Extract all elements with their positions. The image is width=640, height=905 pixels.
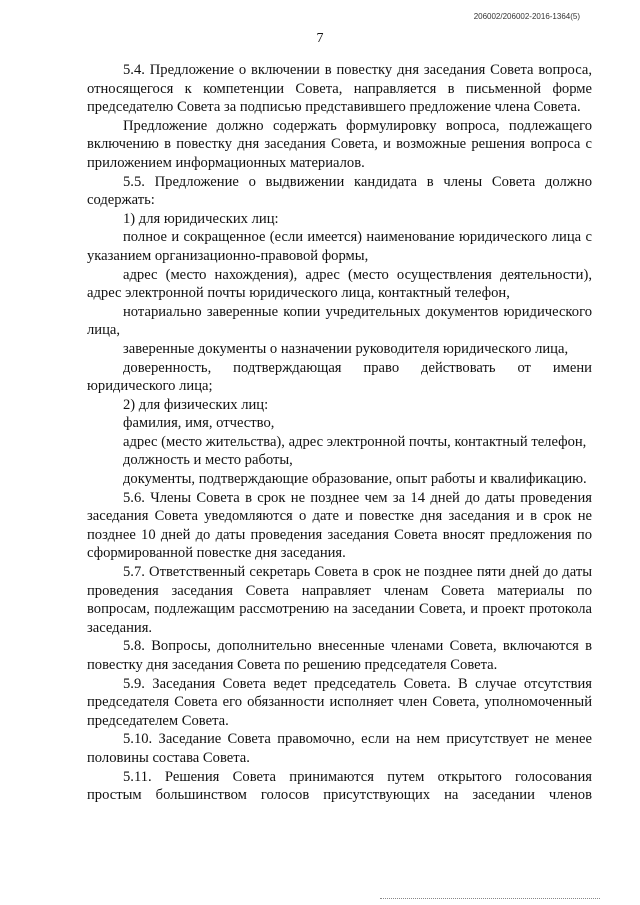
paragraph-5-4: 5.4. Предложение о включении в повестку дня заседания Совета вопроса, относящегося к компетенции Совета, направляется в письменной форме председателю Совета за подписью представившего предложение члена Совета. xyxy=(87,62,592,116)
paragraph-5-7: 5.7. Ответственный секретарь Совета в срок не позднее пяти дней до даты проведения заседания Совета направляет членам Совета материалы по вопросам, подлежащим рассмотрению на заседании Совета, и проект протокола заседания. xyxy=(87,564,592,636)
list-item: должность и место работы, xyxy=(123,452,293,469)
list-heading-legal-entities: 1) для юридических лиц: xyxy=(123,210,279,227)
paragraph-5-11: 5.11. Решения Совета принимаются путем открытого голосования простым большинством голосов присутствующих на заседании членов xyxy=(87,768,592,804)
list-item: нотариально заверенные копии учредительных документов юридического лица, xyxy=(87,303,592,339)
document-body xyxy=(87,61,592,805)
list-heading-individuals: 2) для физических лиц: xyxy=(123,396,269,413)
paragraph-5-6: 5.6. Члены Совета в срок не позднее чем за 14 дней до даты проведения заседания Совета уведомляются о дате и повестке дня заседания и в срок не позднее 10 дней до даты проведения заседания Совета вносят предложения по сформированной повестке дня заседания. xyxy=(87,489,592,562)
page-number: 7 xyxy=(316,31,324,46)
list-item: доверенность, подтверждающая право действовать от имени юридического лица; xyxy=(87,359,592,395)
list-item: адрес (место нахождения), адрес (место осуществления деятельности), адрес электронной почты юридического лица, контактный телефон, xyxy=(87,266,592,302)
paragraph-5-5: 5.5. Предложение о выдвижении кандидата в члены Совета должно содержать: xyxy=(87,173,592,209)
list-item: заверенные документы о назначении руководителя юридического лица, xyxy=(123,340,569,357)
list-item: фамилия, имя, отчество, xyxy=(123,415,275,432)
paragraph-5-9: 5.9. Заседания Совета ведет председатель Совета. В случае отсутствия председателя Совета его обязанности исполняет член Совета, уполномоченный председателем Совета. xyxy=(87,675,592,729)
paragraph-proposal-content: Предложение должно содержать формулировку вопроса, подлежащего включению в повестку дня заседания Совета, и возможные решения вопроса с приложением информационных материалов. xyxy=(87,117,592,171)
document-code: 206002/206002-2016-1364(5) xyxy=(473,12,580,21)
paragraph-5-8: 5.8. Вопросы, дополнительно внесенные членами Совета, включаются в повестку дня заседания Совета по решению председателя Совета. xyxy=(87,638,592,673)
list-item: документы, подтверждающие образование, опыт работы и квалификацию. xyxy=(123,471,587,488)
footer-divider xyxy=(380,898,600,899)
paragraph-5-10: 5.10. Заседание Совета правомочно, если на нем присутствует не менее половины состава Совета. xyxy=(87,731,592,766)
list-item: полное и сокращенное (если имеется) наименование юридического лица с указанием организационно-правовой формы, xyxy=(87,229,592,264)
list-item: адрес (место жительства), адрес электронной почты, контактный телефон, xyxy=(123,433,587,450)
